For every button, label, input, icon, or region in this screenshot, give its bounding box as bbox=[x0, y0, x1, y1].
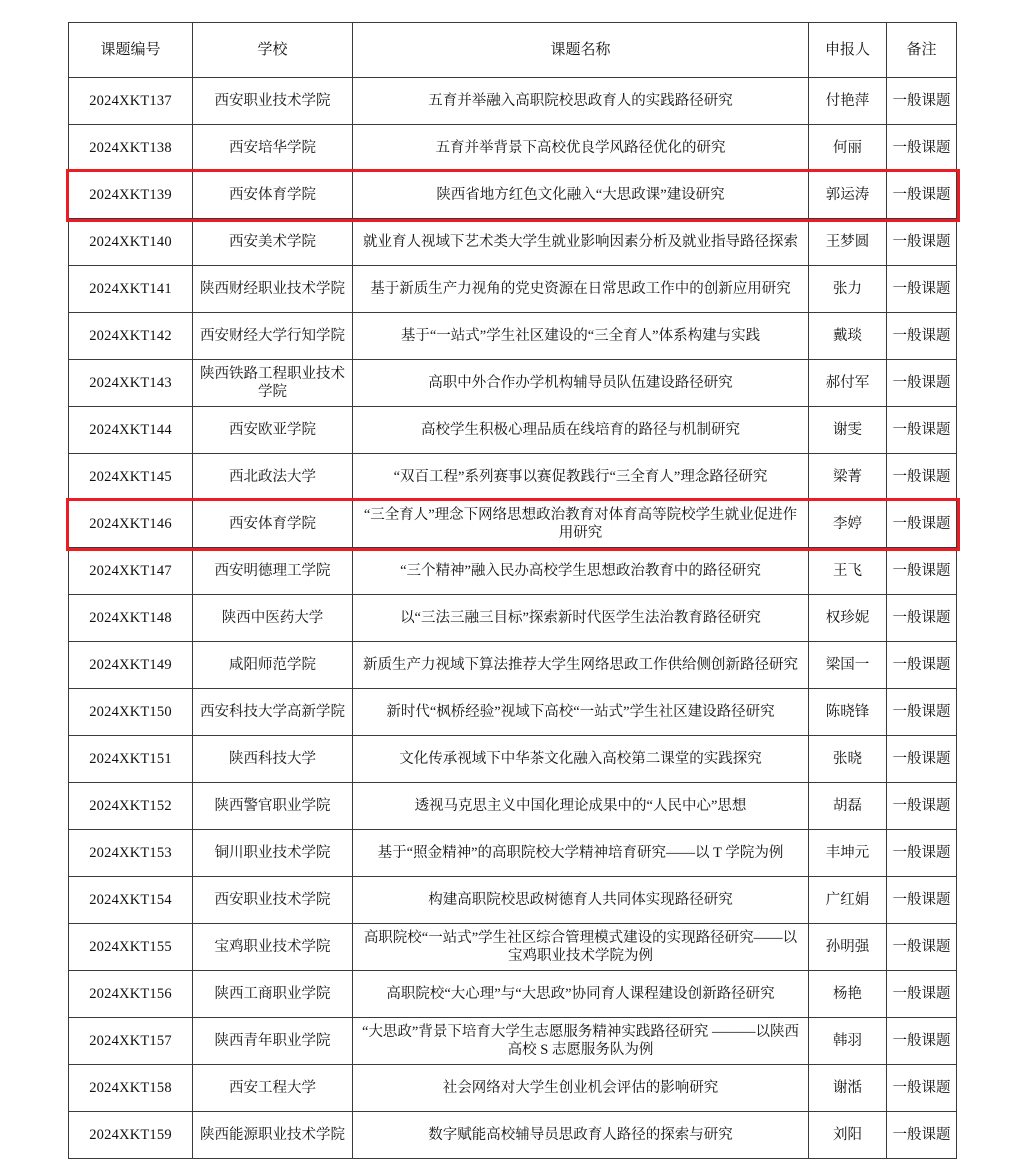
table-row bbox=[69, 219, 957, 266]
cell-code: 2024XKT140 bbox=[69, 219, 193, 266]
cell-note: 一般课题 bbox=[887, 1065, 957, 1112]
cell-note: 一般课题 bbox=[887, 1112, 957, 1159]
cell-school: 西北政法大学 bbox=[193, 454, 353, 501]
cell-note: 一般课题 bbox=[887, 830, 957, 877]
table-row bbox=[69, 971, 957, 1018]
cell-person: 胡磊 bbox=[809, 783, 887, 830]
cell-title: 新时代“枫桥经验”视域下高校“一站式”学生社区建设路径研究 bbox=[353, 689, 809, 736]
cell-school: 陕西财经职业技术学院 bbox=[193, 266, 353, 313]
cell-title: 基于新质生产力视角的党史资源在日常思政工作中的创新应用研究 bbox=[353, 266, 809, 313]
cell-school: 咸阳师范学院 bbox=[193, 642, 353, 689]
cell-school: 宝鸡职业技术学院 bbox=[193, 924, 353, 971]
table-row bbox=[69, 548, 957, 595]
cell-code: 2024XKT142 bbox=[69, 313, 193, 360]
cell-code: 2024XKT150 bbox=[69, 689, 193, 736]
table-row bbox=[69, 313, 957, 360]
cell-title: 社会网络对大学生创业机会评估的影响研究 bbox=[353, 1065, 809, 1112]
project-list-table bbox=[68, 22, 957, 1159]
table-row bbox=[69, 1112, 957, 1159]
cell-note: 一般课题 bbox=[887, 783, 957, 830]
cell-title: 透视马克思主义中国化理论成果中的“人民中心”思想 bbox=[353, 783, 809, 830]
cell-school: 陕西警官职业学院 bbox=[193, 783, 353, 830]
table-row bbox=[69, 877, 957, 924]
cell-title: 数字赋能高校辅导员思政育人路径的探索与研究 bbox=[353, 1112, 809, 1159]
cell-note: 一般课题 bbox=[887, 454, 957, 501]
table-row bbox=[69, 360, 957, 407]
table-row bbox=[69, 125, 957, 172]
cell-school: 西安职业技术学院 bbox=[193, 78, 353, 125]
cell-code: 2024XKT149 bbox=[69, 642, 193, 689]
cell-code: 2024XKT156 bbox=[69, 971, 193, 1018]
cell-note: 一般课题 bbox=[887, 736, 957, 783]
table-header-row bbox=[69, 23, 957, 78]
cell-code: 2024XKT144 bbox=[69, 407, 193, 454]
cell-note: 一般课题 bbox=[887, 360, 957, 407]
cell-person: 谢雯 bbox=[809, 407, 887, 454]
cell-note: 一般课题 bbox=[887, 548, 957, 595]
table-row bbox=[69, 783, 957, 830]
column-header-note: 备注 bbox=[887, 23, 957, 78]
cell-code: 2024XKT152 bbox=[69, 783, 193, 830]
cell-title: 构建高职院校思政树德育人共同体实现路径研究 bbox=[353, 877, 809, 924]
table-row bbox=[69, 924, 957, 971]
cell-note: 一般课题 bbox=[887, 172, 957, 219]
cell-person: 韩羽 bbox=[809, 1018, 887, 1065]
cell-school: 铜川职业技术学院 bbox=[193, 830, 353, 877]
cell-title: 文化传承视域下中华茶文化融入高校第二课堂的实践探究 bbox=[353, 736, 809, 783]
table-row bbox=[69, 454, 957, 501]
cell-school: 西安工程大学 bbox=[193, 1065, 353, 1112]
cell-title: 五育并举背景下高校优良学风路径优化的研究 bbox=[353, 125, 809, 172]
column-header-title: 课题名称 bbox=[353, 23, 809, 78]
table-row bbox=[69, 172, 957, 219]
cell-school: 陕西科技大学 bbox=[193, 736, 353, 783]
cell-school: 陕西青年职业学院 bbox=[193, 1018, 353, 1065]
cell-title: 陕西省地方红色文化融入“大思政课”建设研究 bbox=[353, 172, 809, 219]
cell-school: 西安职业技术学院 bbox=[193, 877, 353, 924]
table-row bbox=[69, 266, 957, 313]
cell-note: 一般课题 bbox=[887, 501, 957, 548]
table-header bbox=[69, 23, 957, 78]
table-row bbox=[69, 78, 957, 125]
cell-code: 2024XKT154 bbox=[69, 877, 193, 924]
cell-code: 2024XKT159 bbox=[69, 1112, 193, 1159]
cell-person: 广红娟 bbox=[809, 877, 887, 924]
cell-person: 权珍妮 bbox=[809, 595, 887, 642]
cell-school: 陕西中医药大学 bbox=[193, 595, 353, 642]
cell-person: 张力 bbox=[809, 266, 887, 313]
table-body bbox=[69, 78, 957, 1159]
cell-title: “三全育人”理念下网络思想政治教育对体育高等院校学生就业促进作用研究 bbox=[353, 501, 809, 548]
cell-note: 一般课题 bbox=[887, 642, 957, 689]
cell-note: 一般课题 bbox=[887, 266, 957, 313]
cell-note: 一般课题 bbox=[887, 407, 957, 454]
cell-note: 一般课题 bbox=[887, 924, 957, 971]
table-row bbox=[69, 407, 957, 454]
cell-person: 王飞 bbox=[809, 548, 887, 595]
table-row bbox=[69, 1065, 957, 1112]
cell-school: 西安科技大学高新学院 bbox=[193, 689, 353, 736]
cell-school: 西安明德理工学院 bbox=[193, 548, 353, 595]
cell-code: 2024XKT143 bbox=[69, 360, 193, 407]
cell-note: 一般课题 bbox=[887, 313, 957, 360]
cell-person: 孙明强 bbox=[809, 924, 887, 971]
cell-school: 西安财经大学行知学院 bbox=[193, 313, 353, 360]
cell-title: 新质生产力视域下算法推荐大学生网络思政工作供给侧创新路径研究 bbox=[353, 642, 809, 689]
table-row bbox=[69, 830, 957, 877]
cell-school: 西安体育学院 bbox=[193, 501, 353, 548]
cell-code: 2024XKT157 bbox=[69, 1018, 193, 1065]
cell-title: “双百工程”系列赛事以赛促教践行“三全育人”理念路径研究 bbox=[353, 454, 809, 501]
cell-title: 五育并举融入高职院校思政育人的实践路径研究 bbox=[353, 78, 809, 125]
cell-school: 西安培华学院 bbox=[193, 125, 353, 172]
cell-title: 就业育人视域下艺术类大学生就业影响因素分析及就业指导路径探索 bbox=[353, 219, 809, 266]
cell-code: 2024XKT147 bbox=[69, 548, 193, 595]
cell-person: 梁菁 bbox=[809, 454, 887, 501]
cell-note: 一般课题 bbox=[887, 971, 957, 1018]
column-header-code: 课题编号 bbox=[69, 23, 193, 78]
cell-note: 一般课题 bbox=[887, 219, 957, 266]
cell-code: 2024XKT146 bbox=[69, 501, 193, 548]
cell-school: 陕西工商职业学院 bbox=[193, 971, 353, 1018]
cell-person: 李婷 bbox=[809, 501, 887, 548]
cell-person: 何丽 bbox=[809, 125, 887, 172]
table-container bbox=[68, 22, 956, 1159]
table-row bbox=[69, 595, 957, 642]
cell-title: 基于“一站式”学生社区建设的“三全育人”体系构建与实践 bbox=[353, 313, 809, 360]
cell-code: 2024XKT145 bbox=[69, 454, 193, 501]
cell-title: 高职中外合作办学机构辅导员队伍建设路径研究 bbox=[353, 360, 809, 407]
cell-person: 杨艳 bbox=[809, 971, 887, 1018]
cell-code: 2024XKT153 bbox=[69, 830, 193, 877]
cell-code: 2024XKT155 bbox=[69, 924, 193, 971]
cell-title: “三个精神”融入民办高校学生思想政治教育中的路径研究 bbox=[353, 548, 809, 595]
cell-note: 一般课题 bbox=[887, 78, 957, 125]
cell-person: 张晓 bbox=[809, 736, 887, 783]
table-row bbox=[69, 1018, 957, 1065]
cell-person: 郝付军 bbox=[809, 360, 887, 407]
cell-school: 西安美术学院 bbox=[193, 219, 353, 266]
cell-school: 陕西铁路工程职业技术学院 bbox=[193, 360, 353, 407]
cell-person: 陈晓锋 bbox=[809, 689, 887, 736]
cell-title: 以“三法三融三目标”探索新时代医学生法治教育路径研究 bbox=[353, 595, 809, 642]
cell-title: “大思政”背景下培育大学生志愿服务精神实践路径研究 ———以陕西高校 S 志愿服务队为例 bbox=[353, 1018, 809, 1065]
cell-person: 王梦圆 bbox=[809, 219, 887, 266]
cell-note: 一般课题 bbox=[887, 877, 957, 924]
cell-code: 2024XKT158 bbox=[69, 1065, 193, 1112]
cell-code: 2024XKT138 bbox=[69, 125, 193, 172]
cell-code: 2024XKT148 bbox=[69, 595, 193, 642]
cell-code: 2024XKT151 bbox=[69, 736, 193, 783]
cell-person: 戴琰 bbox=[809, 313, 887, 360]
cell-school: 西安体育学院 bbox=[193, 172, 353, 219]
table-row bbox=[69, 642, 957, 689]
cell-title: 基于“照金精神”的高职院校大学精神培育研究——以 T 学院为例 bbox=[353, 830, 809, 877]
table-row bbox=[69, 689, 957, 736]
cell-person: 刘阳 bbox=[809, 1112, 887, 1159]
cell-school: 陕西能源职业技术学院 bbox=[193, 1112, 353, 1159]
cell-note: 一般课题 bbox=[887, 689, 957, 736]
cell-note: 一般课题 bbox=[887, 1018, 957, 1065]
cell-note: 一般课题 bbox=[887, 125, 957, 172]
cell-title: 高职院校“大心理”与“大思政”协同育人课程建设创新路径研究 bbox=[353, 971, 809, 1018]
cell-person: 谢湉 bbox=[809, 1065, 887, 1112]
cell-note: 一般课题 bbox=[887, 595, 957, 642]
column-header-school: 学校 bbox=[193, 23, 353, 78]
table-row bbox=[69, 736, 957, 783]
cell-title: 高校学生积极心理品质在线培育的路径与机制研究 bbox=[353, 407, 809, 454]
cell-code: 2024XKT141 bbox=[69, 266, 193, 313]
cell-person: 梁国一 bbox=[809, 642, 887, 689]
cell-code: 2024XKT137 bbox=[69, 78, 193, 125]
cell-school: 西安欧亚学院 bbox=[193, 407, 353, 454]
cell-person: 郭运涛 bbox=[809, 172, 887, 219]
cell-code: 2024XKT139 bbox=[69, 172, 193, 219]
cell-person: 付艳萍 bbox=[809, 78, 887, 125]
cell-title: 高职院校“一站式”学生社区综合管理模式建设的实现路径研究——以宝鸡职业技术学院为例 bbox=[353, 924, 809, 971]
cell-person: 丰坤元 bbox=[809, 830, 887, 877]
column-header-person: 申报人 bbox=[809, 23, 887, 78]
table-row bbox=[69, 501, 957, 548]
